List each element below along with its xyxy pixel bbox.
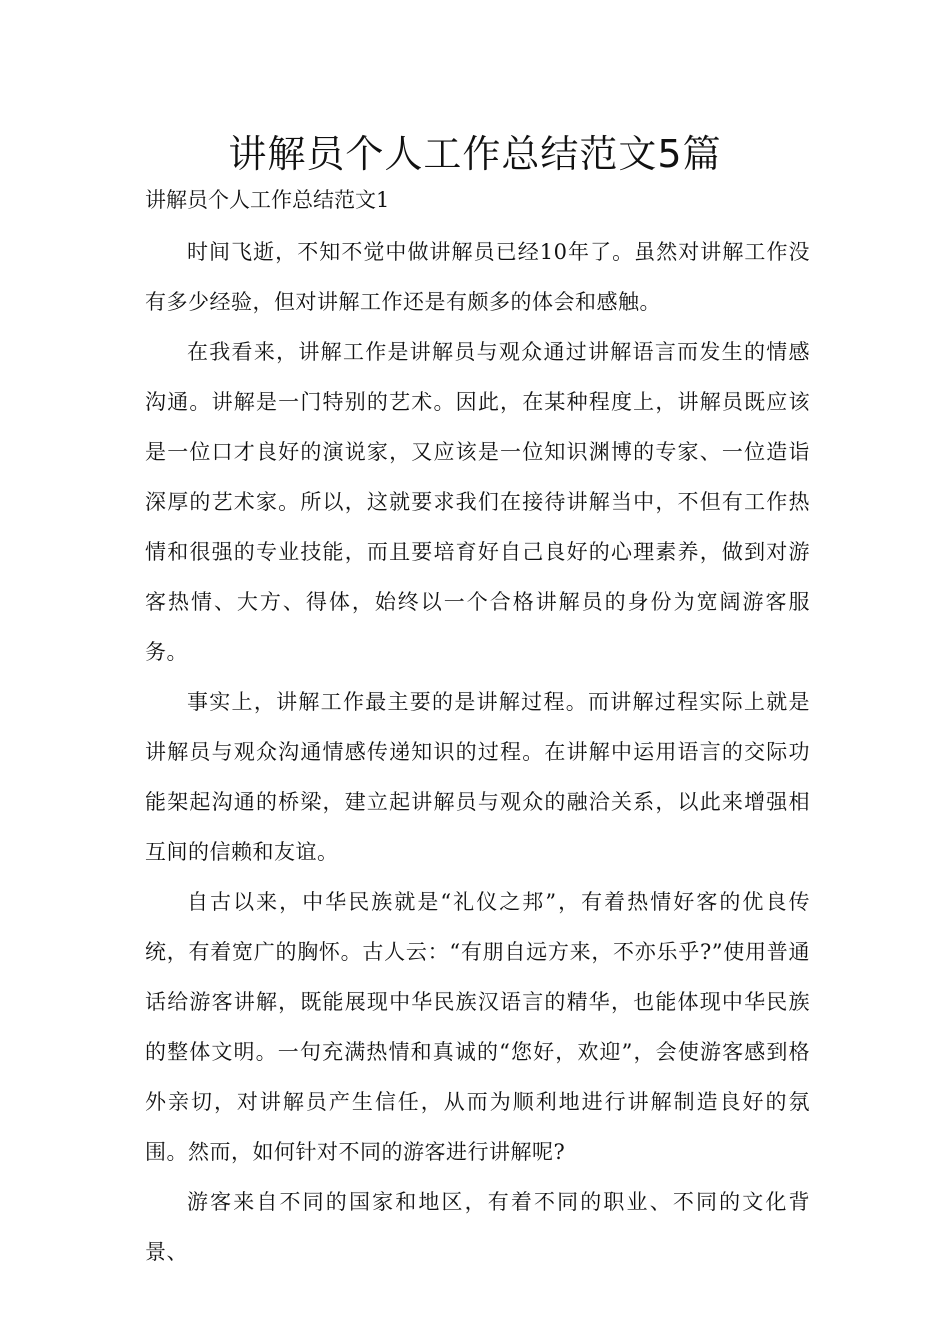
paragraph: 时间飞逝，不知不觉中做讲解员已经10年了。虽然对讲解工作没有多少经验，但对讲解工作还是有颇多的体会和感触。 [145,240,810,314]
document-body [145,227,810,1277]
paragraph: 在我看来，讲解工作是讲解员与观众通过讲解语言而发生的情感沟通。讲解是一门特别的艺术。因此，在某种程度上，讲解员既应该是一位口才良好的演说家，又应该是一位知识渊博的专家、一位造诣深厚的艺术家。所以，这就要求我们在接待讲解当中，不但有工作热情和很强的专业技能，而且要培育好自己良好的心理素养，做到对游客热情、大方、得体，始终以一个合格讲解员的身份为宽阔游客服务。 [145,340,810,664]
paragraph: 自古以来，中华民族就是“礼仪之邦”，有着热情好客的优良传统，有着宽广的胸怀。古人云：“有朋自远方来，不亦乐乎?”使用普通话给游客讲解，既能展现中华民族汉语言的精华，也能体现中华民族的整体文明。一句充满热情和真诚的“您好，欢迎”，会使游客感到格外亲切，对讲解员产生信任，从而为顺利地进行讲解制造良好的氛围。然而，如何针对不同的游客进行讲解呢? [145,890,810,1164]
section-heading: 讲解员个人工作总结范文1 [145,188,390,212]
paragraph: 事实上，讲解工作最主要的是讲解过程。而讲解过程实际上就是讲解员与观众沟通情感传递知识的过程。在讲解中运用语言的交际功能架起沟通的桥梁，建立起讲解员与观众的融洽关系，以此来增强相互间的信赖和友谊。 [145,690,810,864]
document-title: 讲解员个人工作总结范文5篇 [228,132,722,176]
paragraph: 游客来自不同的国家和地区，有着不同的职业、不同的文化背景、 [145,1190,810,1264]
